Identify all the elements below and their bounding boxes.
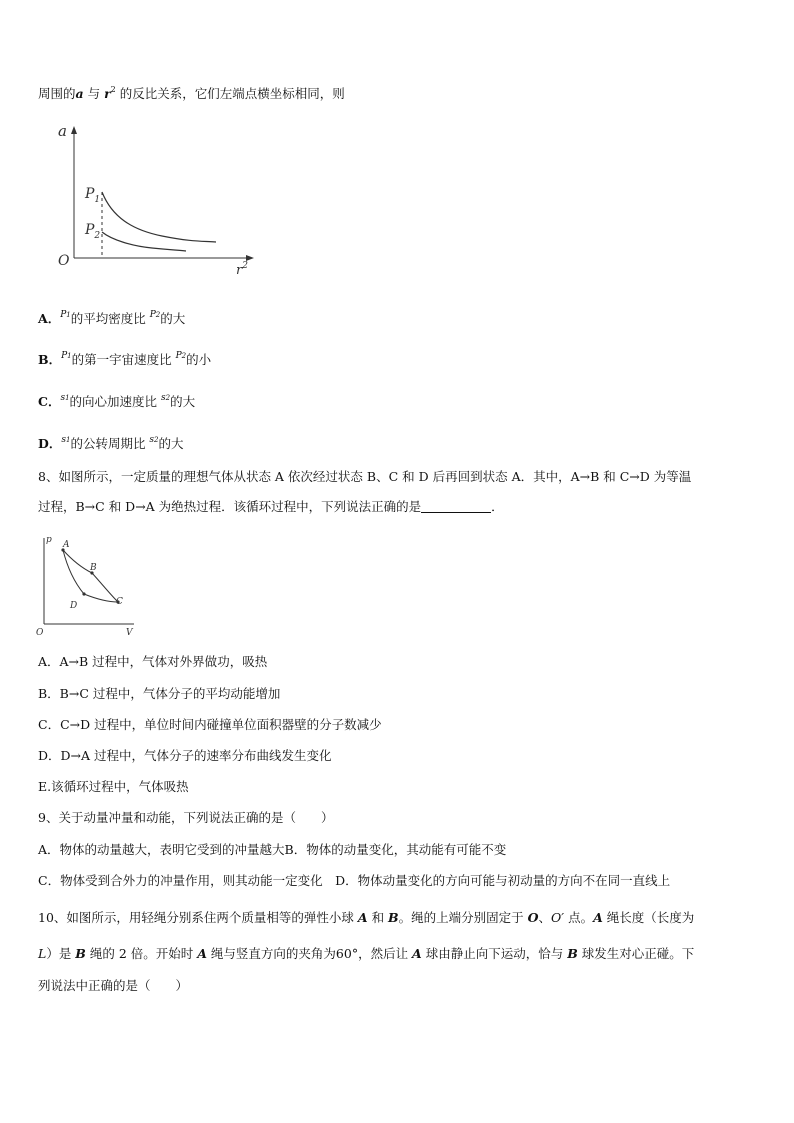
option-sym1-sub: 1 — [67, 352, 72, 360]
option-end: 的大 — [170, 394, 196, 409]
var-b: B — [388, 910, 399, 925]
label-o: O — [36, 628, 44, 638]
q10-text: 球由静止向下运动，恰与 — [421, 946, 568, 961]
q7-option-b — [38, 348, 211, 368]
q8-option-d: D．D→A 过程中，气体分子的速率分布曲线发生变化 — [38, 748, 332, 763]
intro-r-exponent: 2 — [110, 85, 116, 94]
var-o-prime: O′ — [551, 910, 565, 925]
option-sym1: P — [61, 351, 68, 361]
option-sym1: P — [60, 310, 67, 320]
intro-var-r: r — [104, 86, 111, 101]
y-axis-arrow — [71, 126, 77, 134]
var-o: O — [527, 910, 539, 925]
q7-option-d — [38, 432, 184, 452]
var-a: A — [197, 946, 207, 961]
q10-line1 — [38, 910, 694, 926]
q10-text: 、 — [538, 910, 552, 925]
q10-text: 绳的 2 倍。开始时 — [85, 946, 198, 961]
option-sym2-sub: 2 — [154, 436, 159, 444]
q8-option-b: B．B→C 过程中，气体分子的平均动能增加 — [38, 686, 281, 701]
q10-text: 。绳的上端分别固定于 — [398, 910, 528, 925]
intro-line — [38, 82, 345, 102]
option-sym2: s — [149, 435, 155, 445]
option-letter: B． — [38, 352, 62, 367]
label-a: a — [58, 122, 67, 140]
var-a: A — [593, 910, 603, 925]
option-sym1-sub: 1 — [66, 311, 71, 319]
path-bc — [92, 573, 118, 602]
option-sym2: P — [175, 351, 182, 361]
var-b: B — [567, 946, 578, 961]
curve-p1 — [102, 192, 216, 242]
q9-options-cd: C．物体受到合外力的冲量作用，则其动能一定变化 D．物体动量变化的方向可能与初动量的方向不在同一直线上 — [38, 873, 671, 888]
label-p: p — [46, 535, 52, 545]
label-p1: $P_1$ — [85, 186, 101, 205]
option-letter: A． — [38, 311, 61, 326]
option-mid: 的向心加速度比 — [69, 394, 162, 409]
q10-line3: 列说法中正确的是（ ） — [38, 978, 189, 993]
option-sym2-sub: 2 — [181, 352, 187, 360]
figure-a-vs-r2 — [52, 122, 262, 280]
q7-option-a — [38, 307, 185, 327]
intro-suffix: 的反比关系，它们左端点横坐标相同，则 — [115, 86, 345, 101]
q10-line2 — [38, 946, 694, 962]
q10-text: 绳长度（长度为 — [602, 910, 695, 925]
option-sym1: s — [60, 393, 66, 403]
label-d: D — [70, 601, 78, 611]
answer-blank[interactable] — [421, 500, 491, 513]
label-c: C — [116, 597, 123, 607]
option-end: 的大 — [158, 436, 184, 451]
option-mid: 的第一宇宙速度比 — [71, 352, 176, 367]
option-sym1-sub: 1 — [65, 394, 70, 402]
q9-options-ab: A．物体的动量越大，表明它受到的冲量越大B．物体的动量变化，其动能有可能不变 — [38, 842, 507, 857]
label-v: V — [126, 628, 133, 638]
q8-option-a: A．A→B 过程中，气体对外界做功，吸热 — [38, 654, 268, 669]
label-p2: $P_2$ — [85, 222, 101, 241]
q8-stem-line1: 8、如图所示，一定质量的理想气体从状态 A 依次经过状态 B、C 和 D 后再回到状态 A．其中，A→B 和 C→D 为等温 — [38, 469, 692, 484]
point-d — [82, 592, 85, 595]
var-b: B — [75, 946, 86, 961]
q8-option-e: E.该循环过程中，气体吸热 — [38, 779, 189, 794]
intro-var-a: a — [75, 86, 84, 101]
option-letter: C． — [38, 394, 61, 409]
intro-prefix: 周围的 — [38, 86, 76, 101]
option-letter: D． — [38, 436, 62, 451]
q8-stem-end: ． — [491, 499, 504, 514]
q10-text: 和 — [367, 910, 389, 925]
var-l: L — [38, 946, 47, 961]
q10-text: 绳与竖直方向的夹角为60°，然后让 — [206, 946, 413, 961]
q10-text: 点。 — [564, 910, 594, 925]
option-sym2: s — [161, 393, 166, 403]
path-da — [63, 550, 84, 594]
option-sym2: P — [149, 310, 156, 320]
label-b: B — [90, 563, 97, 573]
q9-stem: 9、关于动量冲量和动能，下列说法正确的是（ ） — [38, 810, 334, 825]
label-origin: O — [58, 253, 70, 269]
q10-text: 10、如图所示，用轻绳分别系住两个质量相等的弹性小球 — [38, 910, 358, 925]
path-ab — [63, 550, 92, 573]
q10-text: ）是 — [46, 946, 76, 961]
option-sym2-sub: 2 — [155, 311, 161, 319]
var-a: A — [357, 910, 368, 925]
option-sym1: s — [61, 435, 66, 445]
option-mid: 的平均密度比 — [70, 311, 150, 326]
path-cd — [84, 594, 118, 602]
q8-option-c: C．C→D 过程中，单位时间内碰撞单位面积器壁的分子数减少 — [38, 717, 382, 732]
var-a: A — [412, 946, 422, 961]
q8-stem-line2 — [38, 499, 504, 515]
label-a: A — [63, 540, 70, 550]
option-sym1-sub: 1 — [65, 436, 71, 444]
q8-stem-text: 过程，B→C 和 D→A 为绝热过程．该循环过程中，下列说法正确的是 — [38, 499, 422, 514]
option-mid: 的公转周期比 — [70, 436, 150, 451]
label-r2: $r^2$ — [236, 261, 248, 278]
q7-option-c — [38, 390, 195, 410]
intro-mid: 与 — [83, 86, 105, 101]
curve-p2 — [102, 232, 186, 251]
q10-text: 球发生对心正碰。下 — [577, 946, 695, 961]
option-end: 的小 — [186, 352, 212, 367]
option-end: 的大 — [160, 311, 186, 326]
option-sym2-sub: 2 — [165, 394, 171, 402]
figure-pv-cycle — [34, 532, 144, 640]
